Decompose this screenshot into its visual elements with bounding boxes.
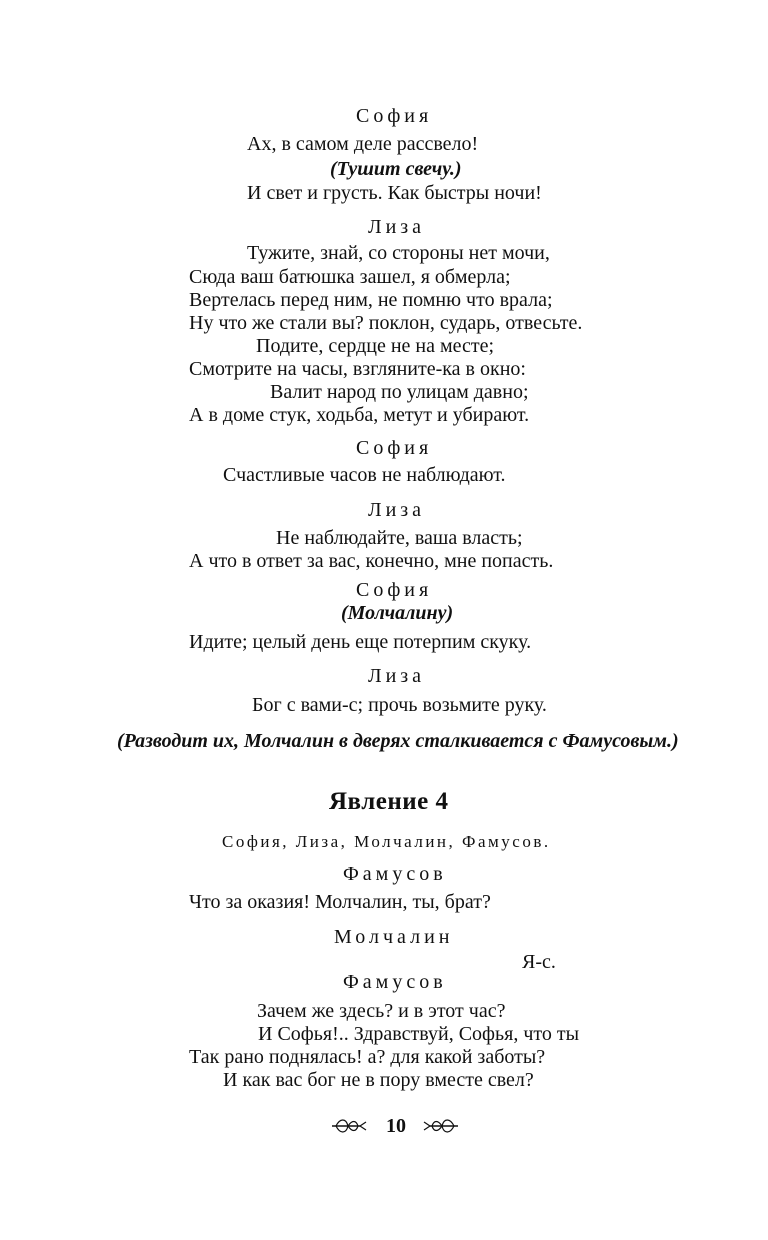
verse-line: И свет и грусть. Как быстры ночи!: [247, 182, 542, 204]
speaker-molchalin: Молчалин: [334, 926, 454, 948]
verse-line: Зачем же здесь? и в этот час?: [257, 1000, 506, 1022]
page-number: 10: [386, 1115, 406, 1137]
scene-heading: Явление 4: [329, 788, 449, 815]
verse-line: А в доме стук, ходьба, метут и убирают.: [189, 404, 530, 426]
stage-direction: (Тушит свечу.): [330, 158, 462, 180]
stage-direction: (Разводит их, Молчалин в дверях сталкивается с Фамусовым.): [117, 730, 679, 752]
verse-line: Вертелась перед ним, не помню что врала;: [189, 289, 553, 311]
verse-line: Не наблюдайте, ваша власть;: [276, 527, 523, 549]
verse-line: А что в ответ за вас, конечно, мне попасть.: [189, 550, 554, 572]
ornament-right-icon: [420, 1114, 460, 1138]
speaker-famusov: Фамусов: [343, 863, 447, 885]
speaker-sofia: София: [356, 579, 433, 601]
speaker-liza: Лиза: [368, 665, 426, 687]
verse-line: Смотрите на часы, взгляните-ка в окно:: [189, 358, 526, 380]
verse-line: Я-с.: [522, 951, 556, 973]
speaker-sofia: София: [356, 105, 433, 127]
verse-line: И Софья!.. Здравствуй, Софья, что ты: [258, 1023, 580, 1045]
verse-line: Подите, сердце не на месте;: [256, 335, 495, 357]
stage-direction: (Молчалину): [341, 602, 454, 624]
speaker-famusov: Фамусов: [343, 971, 447, 993]
verse-line: Валит народ по улицам давно;: [270, 381, 529, 403]
verse-line: И как вас бог не в пору вместе свел?: [223, 1069, 534, 1091]
verse-line: Сюда ваш батюшка зашел, я обмерла;: [189, 266, 511, 288]
speaker-liza: Лиза: [368, 216, 426, 238]
speaker-sofia: София: [356, 437, 433, 459]
verse-line: Бог с вами-с; прочь возьмите руку.: [252, 694, 547, 716]
cast-list: София, Лиза, Молчалин, Фамусов.: [222, 832, 551, 851]
verse-line: Тужите, знай, со стороны нет мочи,: [247, 242, 550, 264]
verse-line: Идите; целый день еще потерпим скуку.: [189, 631, 532, 653]
verse-line: Ах, в самом деле рассвело!: [247, 133, 479, 155]
verse-line: Что за оказия! Молчалин, ты, брат?: [189, 891, 491, 913]
ornament-left-icon: [330, 1114, 370, 1138]
speaker-liza: Лиза: [368, 499, 426, 521]
verse-line: Так рано поднялась! а? для какой заботы?: [189, 1046, 546, 1068]
verse-line: Счастливые часов не наблюдают.: [223, 464, 506, 486]
verse-line: Ну что же стали вы? поклон, сударь, отвесьте.: [189, 312, 583, 334]
